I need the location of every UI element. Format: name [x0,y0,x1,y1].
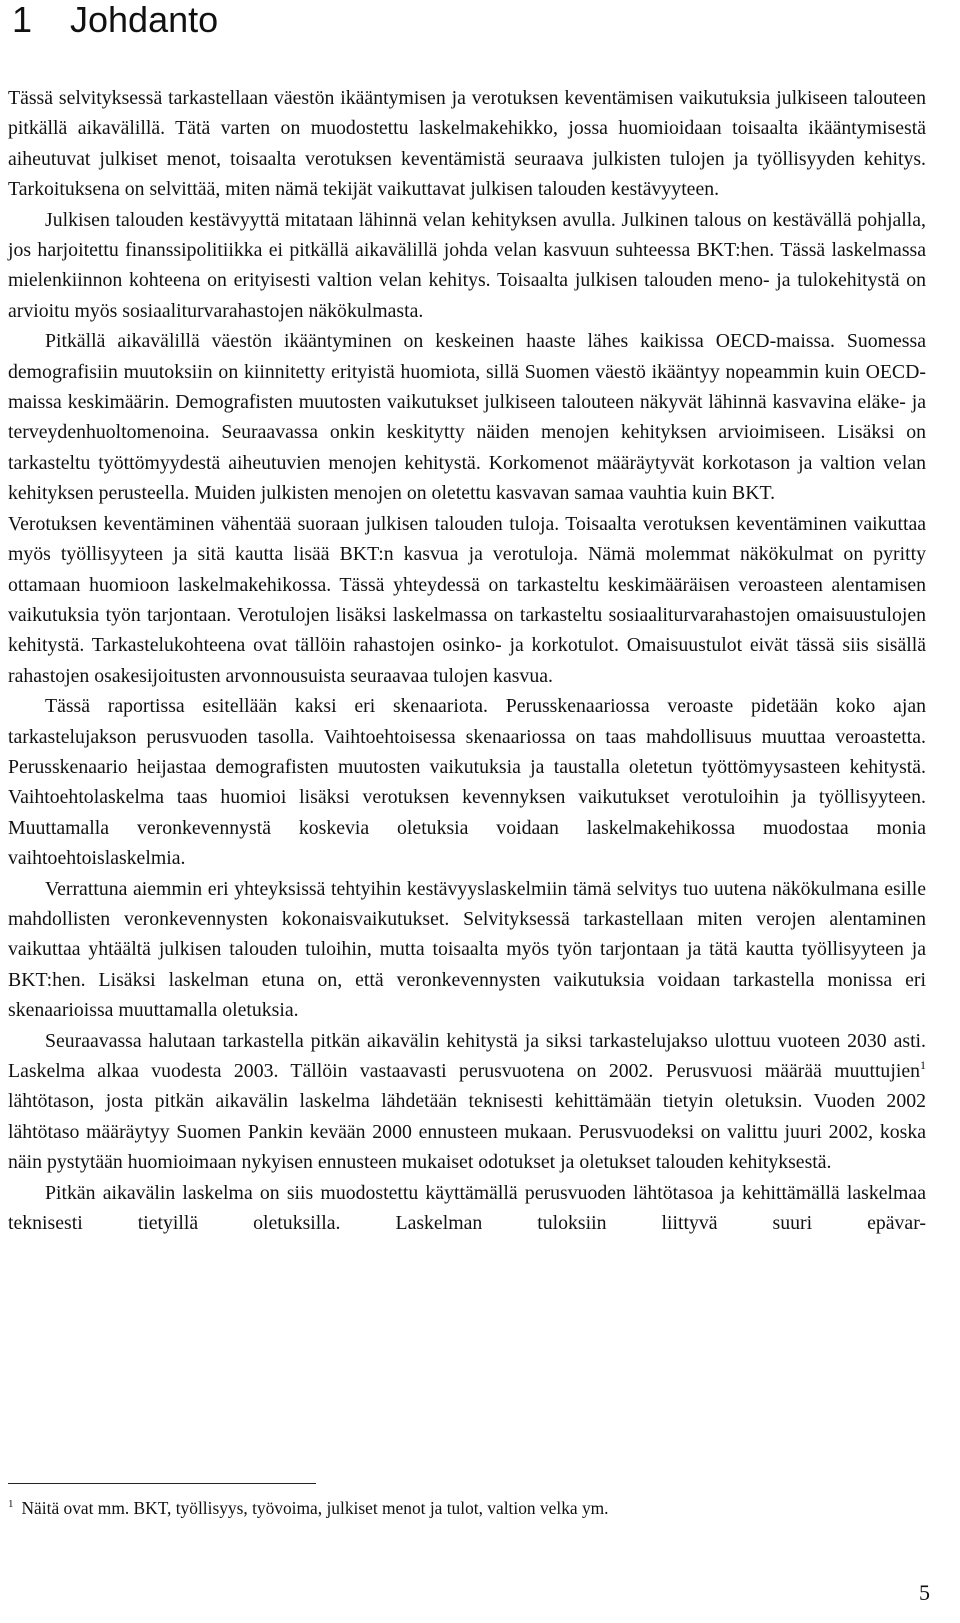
paragraph: Pitkän aikavälin laskelma on siis muodostettu käyttämällä perusvuoden lähtötasoa ja kehittämällä laskelmaa teknisesti tietyillä oletuksilla. Laskelman tuloksiin liittyvä suuri epävar- [8,1181,926,1235]
paragraph: Tässä raportissa esitellään kaksi eri skenaariota. Perusskenaariossa veroaste pidetään koko ajan tarkastelujakson perusvuoden tasolla. Vaihtoehtoisessa skenaariossa on taas mahdollisuus muuttaa veroastetta. Perusskenaario heijastaa demografisten muutosten vaikutuksia ja taustalla oletetun työttömyysasteen kehitystä. Vaihtoehtolaskelma taas huomioi lisäksi verotuksen kevennyksen vaikutukset verotuloihin ja työllisyyteen. Muuttamalla veronkevennystä koskevia oletuksia voidaan laskelmakehikossa muodostaa monia vaihtoehtoislaskelmia. [8,695,926,870]
paragraph: Tässä selvityksessä tarkastellaan väestön ikääntymisen ja verotuksen keventämisen vaikutuksia julkiseen talouteen pitkällä aikavälillä. Tätä varten on muodostettu laskelmakehikko, jossa huomioidaan toisaalta ikääntymisestä aiheutuvat julkiset menot, toisaalta verotuksen keventämistä seuraava julkisten tulojen ja työllisyyden kehitys. Tarkoituksena on selvittää, miten nämä tekijät vaikuttavat julkisen talouden kestävyyteen. [8,87,926,201]
section-number: 1 [12,0,33,40]
paragraph-text: Seuraavassa halutaan tarkastella pitkän aikavälin kehitystä ja siksi tarkastelujakso ulottuu vuoteen 2030 asti. Laskelma alkaa vuodesta 2003. Tällöin vastaavasti perusvuotena on 2002. Perusvuosi määrää muuttujien [8,1029,926,1082]
section-heading [12,0,218,40]
body-text [8,83,926,1238]
paragraph-text: lähtötason, josta pitkän aikavälin laskelma lähdetään teknisesti kehittämään tietyin oletuksin. Vuoden 2002 lähtötaso määräytyy Suomen Pankin kevään 2000 ennusteen mukaan. Perusvuodeksi on valittu juuri 2002, koska näin pystytään huomioimaan nykyisen ennusteen mukaiset odotukset ja oletukset talouden kehityksestä. [8,1090,926,1174]
paragraph: Julkisen talouden kestävyyttä mitataan lähinnä velan kehityksen avulla. Julkinen talous on kestävällä pohjalla, jos harjoitettu finanssipolitiikka ei pitkällä aikavälillä johda velan kasvuun suhteessa BKT:hen. Tässä laskelmassa mielenkiinnon kohteena on erityisesti valtion velan kehitys. Toisaalta julkisen talouden meno- ja tulokehitystä on arvioitu myös sosiaaliturvarahastojen näkökulmasta. [8,208,926,322]
paragraph [8,1026,926,1178]
footnote-text: Näitä ovat mm. BKT, työllisyys, työvoima, julkiset menot ja tulot, valtion velka ym. [21,1498,609,1518]
footnote-divider [8,1483,316,1484]
page-number: 5 [919,1580,930,1605]
footnote-reference: 1 [920,1058,926,1072]
footnote-number: 1 [8,1498,14,1510]
paragraph: Pitkällä aikavälillä väestön ikääntyminen on keskeinen haaste lähes kaikissa OECD-maissa. Suomessa demografisiin muutoksiin on kiinnitetty erityistä huomiota, sillä Suomen väestö ikääntyy nopeammin kuin OECD-maissa keskimäärin. Demografisten muutosten vaikutukset julkiseen talouteen näkyvät lähinnä kasvavina eläke- ja terveydenhuoltomenoina. Seuraavassa onkin keskitytty näiden menojen kehityksen arvioimiseen. Lisäksi on tarkasteltu työttömyydestä aiheutuvien menojen kehitystä. Korkomenot määräytyvät korkotason ja valtion velan kehityksen perusteella. Muiden julkisten menojen on oletettu kasvavan samaa vauhtia kuin BKT. [8,330,926,505]
paragraph: Verrattuna aiemmin eri yhteyksissä tehtyihin kestävyyslaskelmiin tämä selvitys tuo uutena näkökulmana esille mahdollisten veronkevennysten kokonaisvaikutukset. Selvityksessä tarkastellaan miten verojen alentaminen vaikuttaa yhtäältä julkisen talouden tuloihin, mutta toisaalta myös työn tarjontaan ja tätä kautta työllisyyteen ja BKT:hen. Lisäksi laskelman etuna on, että veronkevennysten vaikutuksia voidaan tarkastella monissa eri skenaarioissa muuttamalla oletuksia. [8,877,926,1022]
footnote [8,1496,926,1520]
paragraph: Verotuksen keventäminen vähentää suoraan julkisen talouden tuloja. Toisaalta verotuksen keventäminen vaikuttaa myös työllisyyteen ja sitä kautta lisää BKT:n kasvua ja verotuloja. Nämä molemmat näkökulmat on pyritty ottamaan huomioon laskelmakehikossa. Tässä yhteydessä on tarkasteltu keskimääräisen veroasteen alentamisen vaikutuksia työn tarjontaan. Verotulojen lisäksi laskelmassa on tarkasteltu sosiaaliturvarahastojen omaisuustulojen kehitystä. Tarkastelukohteena ovat tällöin rahastojen osinko- ja korkotulot. Omaisuustulot eivät tässä siis sisällä rahastojen osakesijoitusten arvonnousuista seuraavaa tulojen kasvua. [8,512,926,687]
section-title: Johdanto [70,0,219,40]
